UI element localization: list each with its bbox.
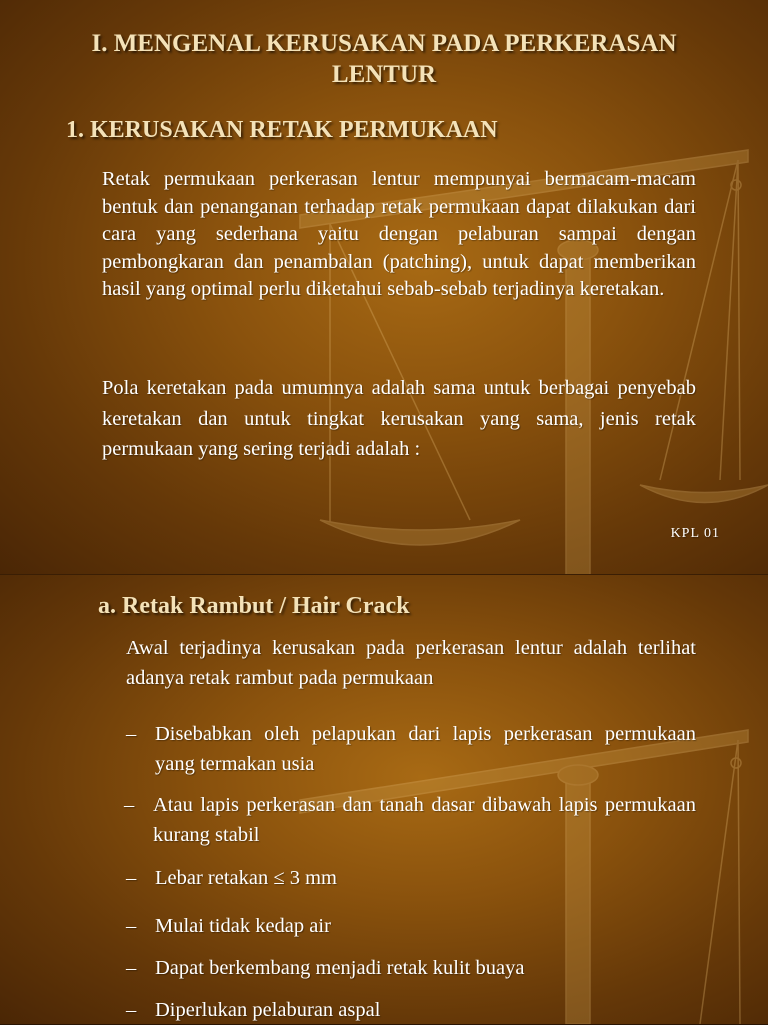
subsection-heading: a. Retak Rambut / Hair Crack — [98, 593, 410, 619]
section-heading: 1. KERUSAKAN RETAK PERMUKAAN — [66, 117, 498, 143]
list-item-text: Disebabkan oleh pelapukan dari lapis perkerasan permukaan yang termakan usia — [155, 723, 696, 775]
list-item-text: Atau lapis perkerasan dan tanah dasar dibawah lapis permukaan kurang stabil — [153, 794, 696, 846]
slide-footer-code: KPL 01 — [670, 526, 720, 541]
dash-bullet: – — [126, 999, 137, 1021]
list-item-text: Mulai tidak kedap air — [155, 915, 331, 937]
dash-bullet: – — [124, 794, 135, 816]
dash-bullet: – — [126, 915, 137, 937]
list-item-text: Diperlukan pelaburan aspal — [155, 999, 381, 1021]
slide-title: I. MENGENAL KERUSAKAN PADA PERKERASAN LENTUR — [91, 30, 677, 88]
list-item-text: Dapat berkembang menjadi retak kulit buaya — [155, 957, 525, 979]
dash-bullet: – — [126, 957, 137, 979]
dash-bullet: – — [126, 867, 137, 889]
paragraph-1: Retak permukaan perkerasan lentur mempunyai bermacam-macam bentuk dan penanganan terhadap retak permukaan dapat dilakukan dari cara yang sederhana yaitu dengan pelaburan sampai dengan pembongkaran dan penambalan (patching), untuk dapat memberikan hasil yang optimal perlu diketahui sebab-sebab terjadinya keretakan. — [102, 168, 696, 301]
dash-bullet: – — [126, 723, 137, 745]
intro-paragraph: Awal terjadinya kerusakan pada perkerasan lentur adalah terlihat adanya retak rambut pada permukaan — [126, 637, 696, 689]
paragraph-2: Pola keretakan pada umumnya adalah sama untuk berbagai penyebab keretakan dan untuk tingkat kerusakan yang sama, jenis retak permukaan yang sering terjadi adalah : — [102, 377, 696, 460]
list-item-text: Lebar retakan ≤ 3 mm — [155, 867, 338, 889]
